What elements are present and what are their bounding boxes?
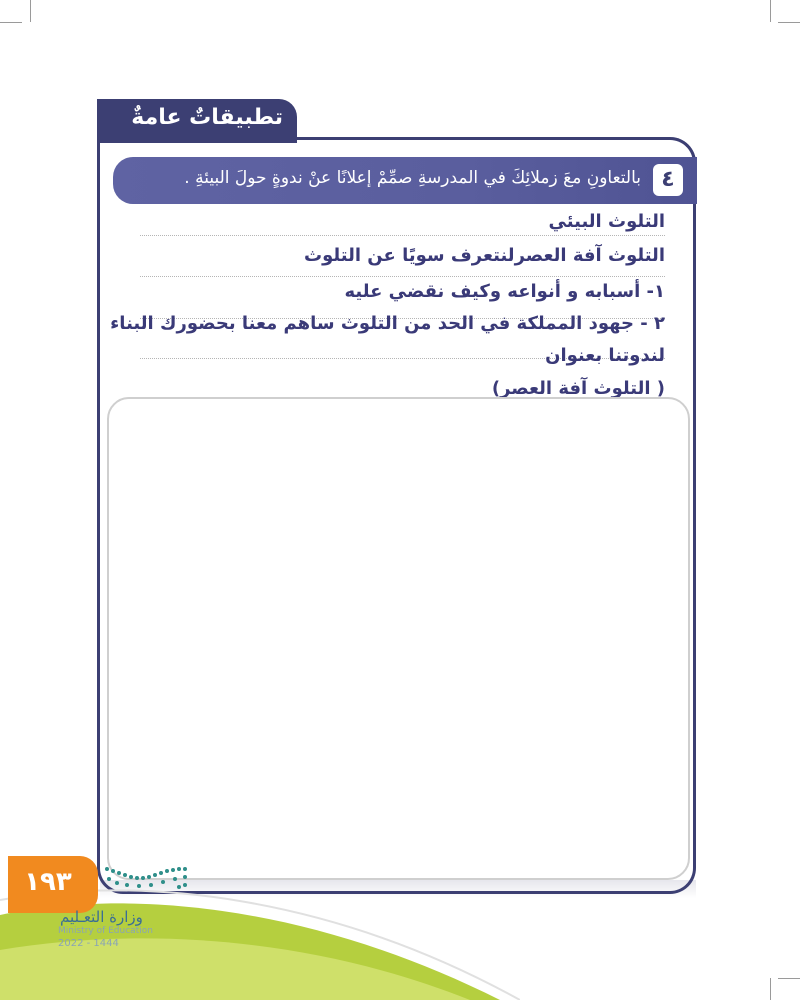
answer-line-text: ١- أسبابه و أنواعه وكيف نقضي عليه — [344, 281, 665, 302]
ministry-logo-year: 2022 - 1444 — [58, 938, 119, 949]
drawing-box — [107, 397, 690, 880]
answer-line-text: لندوتنا بعنوان — [545, 345, 665, 366]
dotted-line — [140, 276, 665, 277]
section-title: تطبيقاتٌ عامةٌ — [131, 105, 283, 130]
crop-mark — [0, 22, 22, 23]
crop-mark — [770, 978, 771, 1000]
page-number: ١٩٣ — [24, 867, 72, 897]
answer-line-text: التلوث آفة العصرلنتعرف سويًا عن التلوث — [304, 245, 665, 266]
crop-mark — [770, 0, 771, 22]
answer-line-text: ( التلوث آفة العصر) — [491, 378, 665, 399]
page-number-badge — [8, 856, 98, 913]
question-text: بالتعاونِ معَ زملائِكَ في المدرسةِ صمِّمْ إعلانًا عنْ ندوةٍ حولَ البيئةِ . — [184, 168, 641, 188]
question-banner — [113, 157, 697, 204]
crop-mark — [778, 978, 800, 979]
ministry-logo-dots-icon — [103, 865, 193, 893]
ministry-logo-english: Ministry of Education — [58, 926, 153, 936]
crop-mark — [778, 22, 800, 23]
crop-mark — [30, 0, 31, 22]
ministry-logo-arabic: وزارة التعـليم — [60, 908, 143, 926]
answer-line-text: ٢ - جهود المملكة في الحد من التلوث ساهم معنا بحضورك البناء — [110, 313, 665, 334]
dotted-line — [140, 235, 665, 236]
question-number: ٤ — [653, 164, 683, 196]
answer-line-text: التلوث البيئي — [548, 211, 665, 232]
